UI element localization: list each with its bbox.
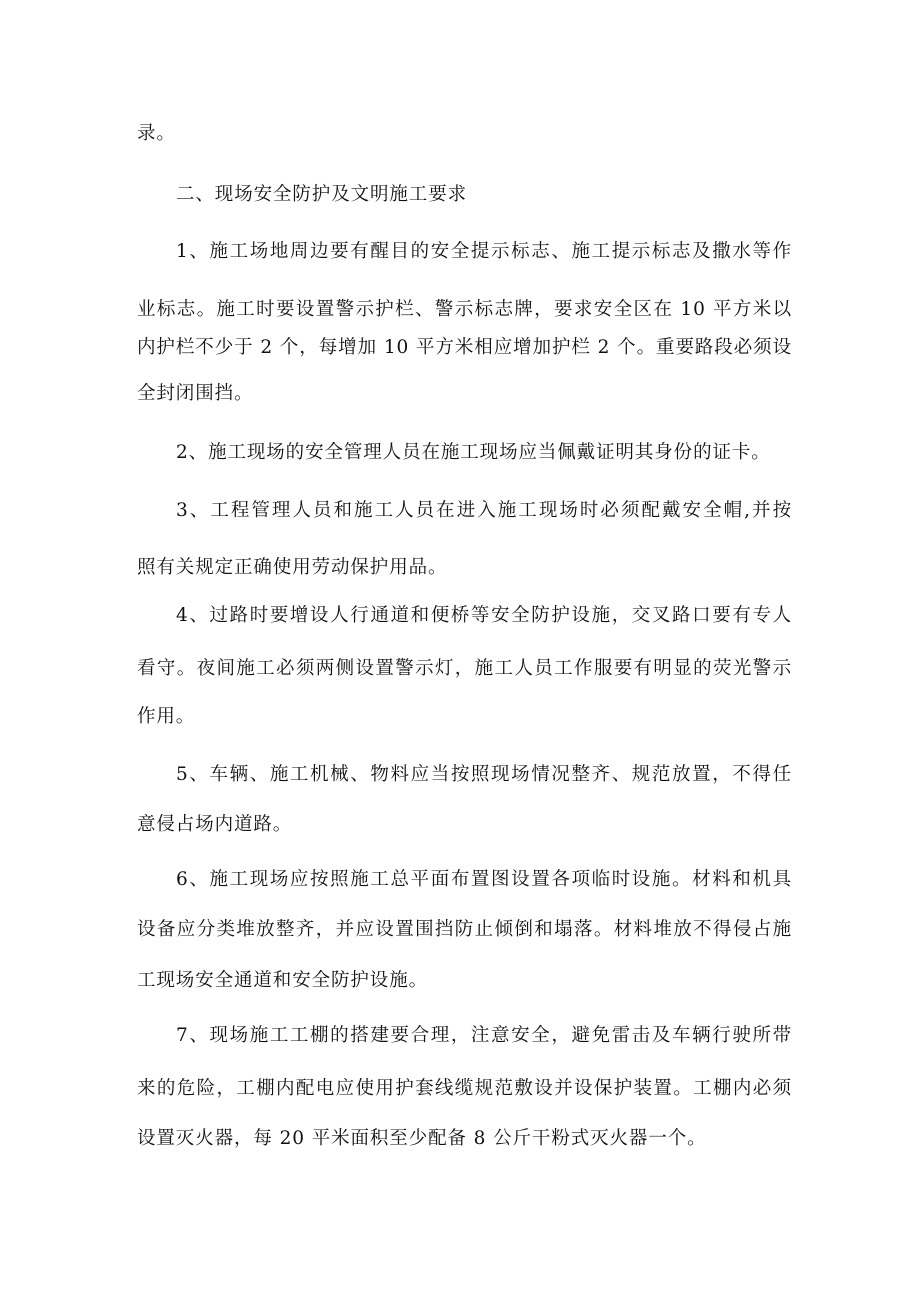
item-3-line-1: 3、工程管理人员和施工人员在进入施工现场时必须配戴安全帽,并按: [176, 500, 792, 521]
item-1-line-1: 1、施工场地周边要有醒目的安全提示标志、施工提示标志及撒水等作: [176, 241, 792, 262]
item-6-line-3: 工现场安全通道和安全防护设施。: [137, 970, 429, 991]
item-4-line-3: 作用。: [137, 706, 196, 727]
item-6-line-2: 设备应分类堆放整齐，并应设置围挡防止倾倒和塌落。材料堆放不得侵占施: [137, 919, 792, 940]
item-7-line-1: 7、现场施工工棚的搭建要合理，注意安全，避免雷击及车辆行驶所带: [176, 1025, 792, 1046]
item-4-line-2: 看守。夜间施工必须两侧设置警示灯，施工人员工作服要有明显的荧光警示: [137, 658, 792, 679]
leading-fragment: 录。: [137, 123, 176, 144]
item-7-line-2: 来的危险，工棚内配电应使用护套线缆规范敷设并设保护装置。工棚内必须: [137, 1078, 792, 1099]
item-4-line-1: 4、过路时要增设人行通道和便桥等安全防护设施，交叉路口要有专人: [176, 605, 792, 626]
section-heading: 二、现场安全防护及文明施工要求: [176, 184, 468, 205]
item-2-line-1: 2、施工现场的安全管理人员在施工现场应当佩戴证明其身份的证卡。: [176, 442, 771, 463]
item-6-line-1: 6、施工现场应按照施工总平面布置图设置各项临时设施。材料和机具: [176, 869, 792, 890]
item-1-line-2: 业标志。施工时要设置警示护栏、警示标志牌，要求安全区在 10 平方米以: [137, 299, 792, 320]
item-1-line-3: 内护栏不少于 2 个，每增加 10 平方米相应增加护栏 2 个。重要路段必须设: [137, 337, 792, 358]
item-5-line-1: 5、车辆、施工机械、物料应当按照现场情况整齐、规范放置，不得任: [176, 764, 792, 785]
item-7-line-3: 设置灭火器，每 20 平米面积至少配备 8 公斤干粉式灭火器一个。: [137, 1128, 707, 1149]
item-1-line-4: 全封闭围挡。: [137, 383, 254, 404]
item-5-line-2: 意侵占场内道路。: [137, 814, 293, 835]
item-3-line-2: 照有关规定正确使用劳动保护用品。: [137, 557, 448, 578]
